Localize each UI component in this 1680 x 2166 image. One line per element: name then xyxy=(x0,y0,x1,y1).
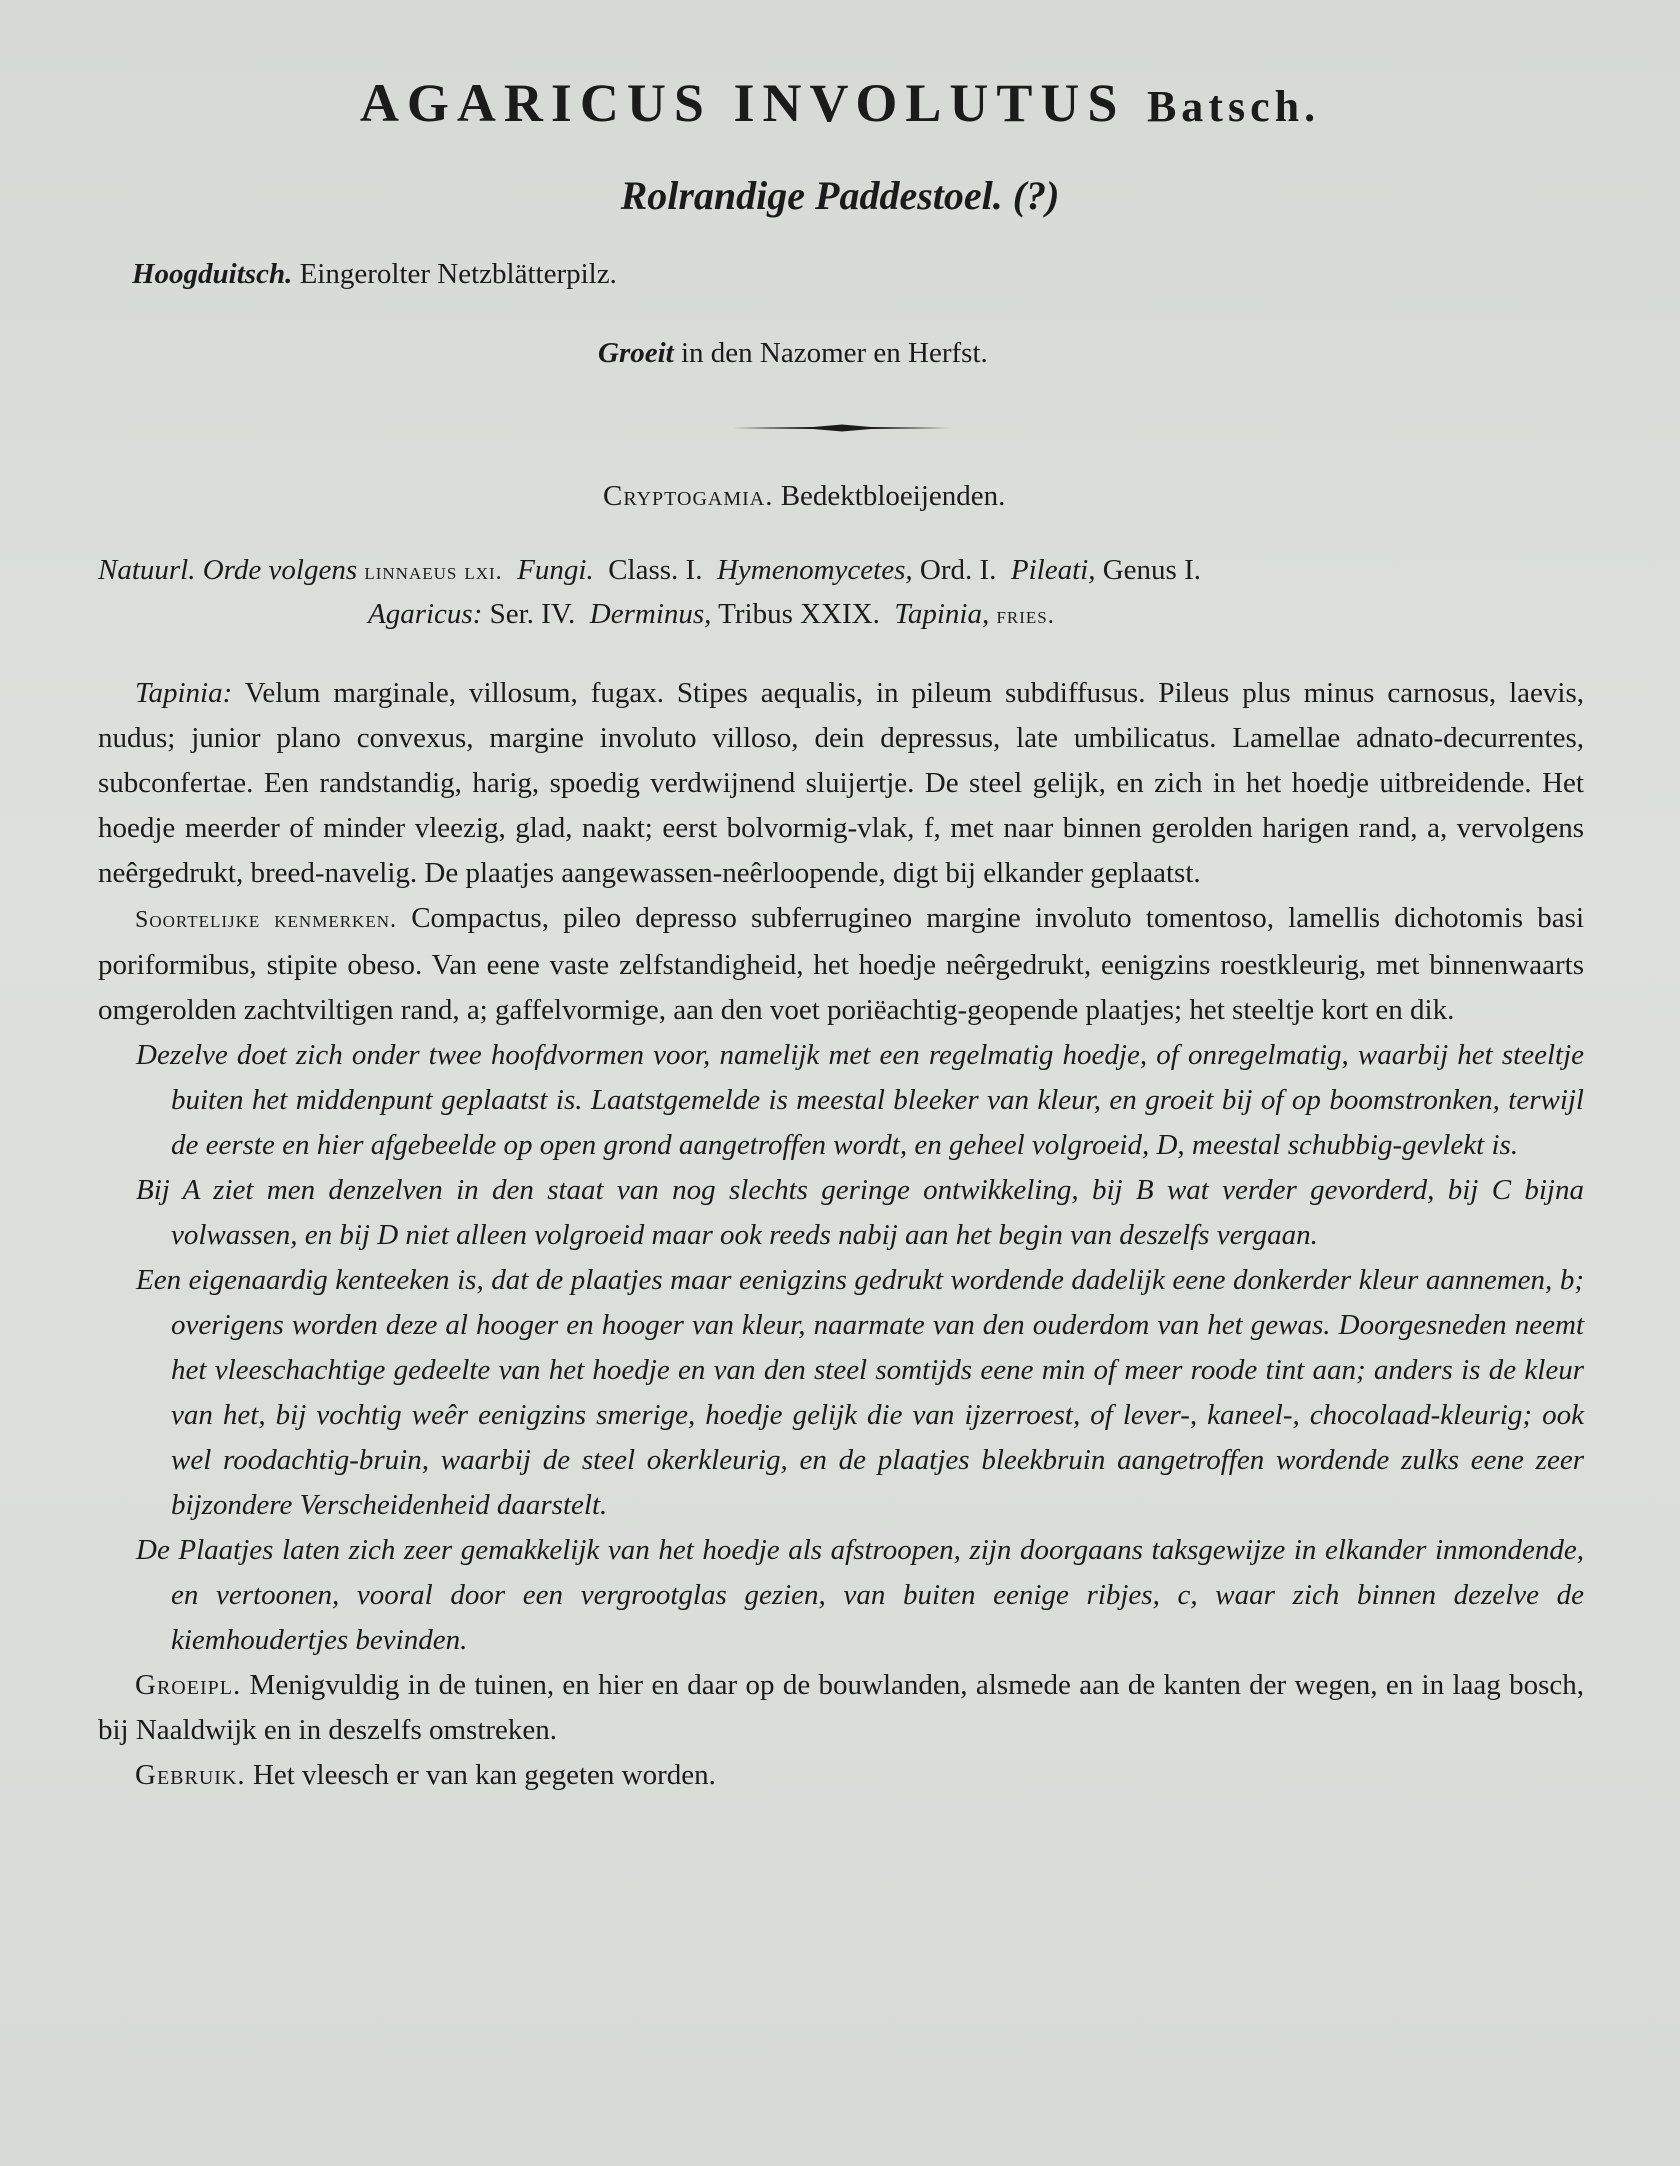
order-1-f: Ord. I. xyxy=(919,554,997,586)
order-line-2 xyxy=(368,598,1055,631)
title-main: AGARICUS INVOLUTUS xyxy=(359,73,1126,133)
title-author: Batsch. xyxy=(1146,82,1321,131)
growth-text: in den Nazomer en Herfst. xyxy=(680,337,988,369)
order-2-b: Ser. IV. xyxy=(489,598,576,630)
page-title xyxy=(0,72,1680,134)
order-1-a: Natuurl. Orde volgens xyxy=(98,554,358,586)
tapinia-paragraph xyxy=(98,671,1584,896)
order-1-e: Hymenomycetes, xyxy=(716,554,913,586)
order-2-c: Derminus, xyxy=(589,598,712,630)
order-1-h: Genus I. xyxy=(1102,554,1201,586)
groeipl-text: Menigvuldig in de tuinen, en hier en daar op de bouwlanden, alsmede aan de kanten der wegen, en in laag bosch, bij Naaldwijk en in deszelfs omstreken. xyxy=(98,1669,1584,1746)
class-line xyxy=(603,480,1005,513)
order-2-a: Agaricus: xyxy=(368,598,483,630)
kenmerken-paragraph xyxy=(98,896,1584,1033)
gebruik-paragraph xyxy=(98,1753,1584,1798)
kenmerken-text: Compactus, pileo depresso subferrugineo margine involuto tomentoso, lamellis dichotomis basi poriformibus, stipite obeso. Van eene vaste zelfstandigheid, het hoedje neêrgedrukt, eenigzins roestkleurig, met binnenwaarts omgerolden zachtviltigen rand, a; gaffelvormige, aan den voet poriëachtig-geopende plaatjes; het steeltje kort en dik. xyxy=(98,902,1585,1026)
growth-line xyxy=(598,337,988,370)
order-1-g: Pileati, xyxy=(1010,554,1096,586)
tapinia-label: Tapinia: xyxy=(135,677,233,709)
order-line-1 xyxy=(98,554,1584,587)
german-name-line xyxy=(132,258,617,291)
gebruik-label: Gebruik. xyxy=(135,1759,246,1791)
growth-label: Groeit xyxy=(598,337,674,369)
order-1-c: Fungi. xyxy=(517,554,594,586)
note-paragraph: De Plaatjes laten zich zeer gemakkelijk van het hoedje als afstroopen, zijn doorgaans taksgewijze in elkander inmondende, en vertoonen, vooral door een vergrootglas gezien, van buiten eenige ribjes, c, waar zich binnen dezelve de kiemhoudertjes bevinden. xyxy=(136,1534,1584,1656)
german-label: Hoogduitsch. xyxy=(132,258,293,290)
note-paragraph: Bij A ziet men denzelven in den staat van nog slechts geringe ontwikkeling, bij B wat verder gevorderd, bij C bijna volwassen, en bij D niet alleen volgroeid maar ook reeds nabij aan het begin van deszelfs vergaan. xyxy=(136,1174,1584,1251)
order-2-f: fries. xyxy=(996,603,1055,629)
class-label: Cryptogamia. xyxy=(603,480,774,512)
gebruik-text: Het vleesch er van kan gegeten worden. xyxy=(252,1759,716,1791)
note-paragraph: Een eigenaardig kenteeken is, dat de plaatjes maar eenigzins gedrukt wordende dadelijk eene donkerder kleur aannemen, b; overigens worden deze al hooger en hooger van kleur, naarmate van den ouderdom van het gewas. Doorgesneden neemt het vleeschachtige gedeelte van het hoedje en van den steel somtijds eene min of meer roode tint aan; anders is de kleur van het, bij vochtig weêr eenigzins smerige, hoedje gelijk die van ijzerroest, of lever-, kaneel-, chocolaad-kleurig; ook wel roodachtig-bruin, waarbij de steel okerkleurig, en de plaatjes bleekbruin aangetroffen wordende zulks eene zeer bijzondere Verscheidenheid daarstelt. xyxy=(136,1264,1584,1521)
groeipl-paragraph xyxy=(98,1663,1584,1753)
tapinia-text: Velum marginale, villosum, fugax. Stipes aequalis, in pileum subdiffusus. Pileus plus minus carnosus, laevis, nudus; junior plano convexus, margine involuto villoso, dein depressus, late umbilicatus. Lamellae adnato-decurrentes, subconfertae. Een randstandig, harig, spoedig verdwijnend sluijertje. De steel gelijk, en zich in het hoedje uitbreidende. Het hoedje meerder of minder vleezig, glad, naakt; eerst bolvormig-vlak, f, met naar binnen gerolden harigen rand, a, vervolgens neêrgedrukt, breed-navelig. De plaatjes aangewassen-neêrloopende, digt bij elkander geplaatst. xyxy=(98,677,1584,889)
ornamental-rule xyxy=(733,424,951,432)
kenmerken-label: Soortelijke kenmerken. xyxy=(135,907,397,933)
order-1-d: Class. I. xyxy=(608,554,703,586)
description-body xyxy=(98,671,1584,1798)
order-2-d: Tribus XXIX. xyxy=(718,598,880,630)
german-name: Eingerolter Netzblätterpilz. xyxy=(299,258,617,290)
class-text: Bedektbloeijenden. xyxy=(780,480,1006,512)
order-2-e: Tapinia, xyxy=(894,598,990,630)
page-subtitle: Rolrandige Paddestoel. (?) xyxy=(620,173,1060,218)
order-1-b: linnaeus lxi. xyxy=(364,559,503,585)
note-paragraph: Dezelve doet zich onder twee hoofdvormen voor, namelijk met een regelmatig hoedje, of onregelmatig, waarbij het steeltje buiten het middenpunt geplaatst is. Laatstgemelde is meestal bleeker van kleur, en groeit bij of op boomstronken, terwijl de eerste en hier afgebeelde op open grond aangetroffen wordt, en geheel volgroeid, D, meestal schubbig-gevlekt is. xyxy=(136,1039,1584,1161)
groeipl-label: Groeipl. xyxy=(135,1669,242,1701)
